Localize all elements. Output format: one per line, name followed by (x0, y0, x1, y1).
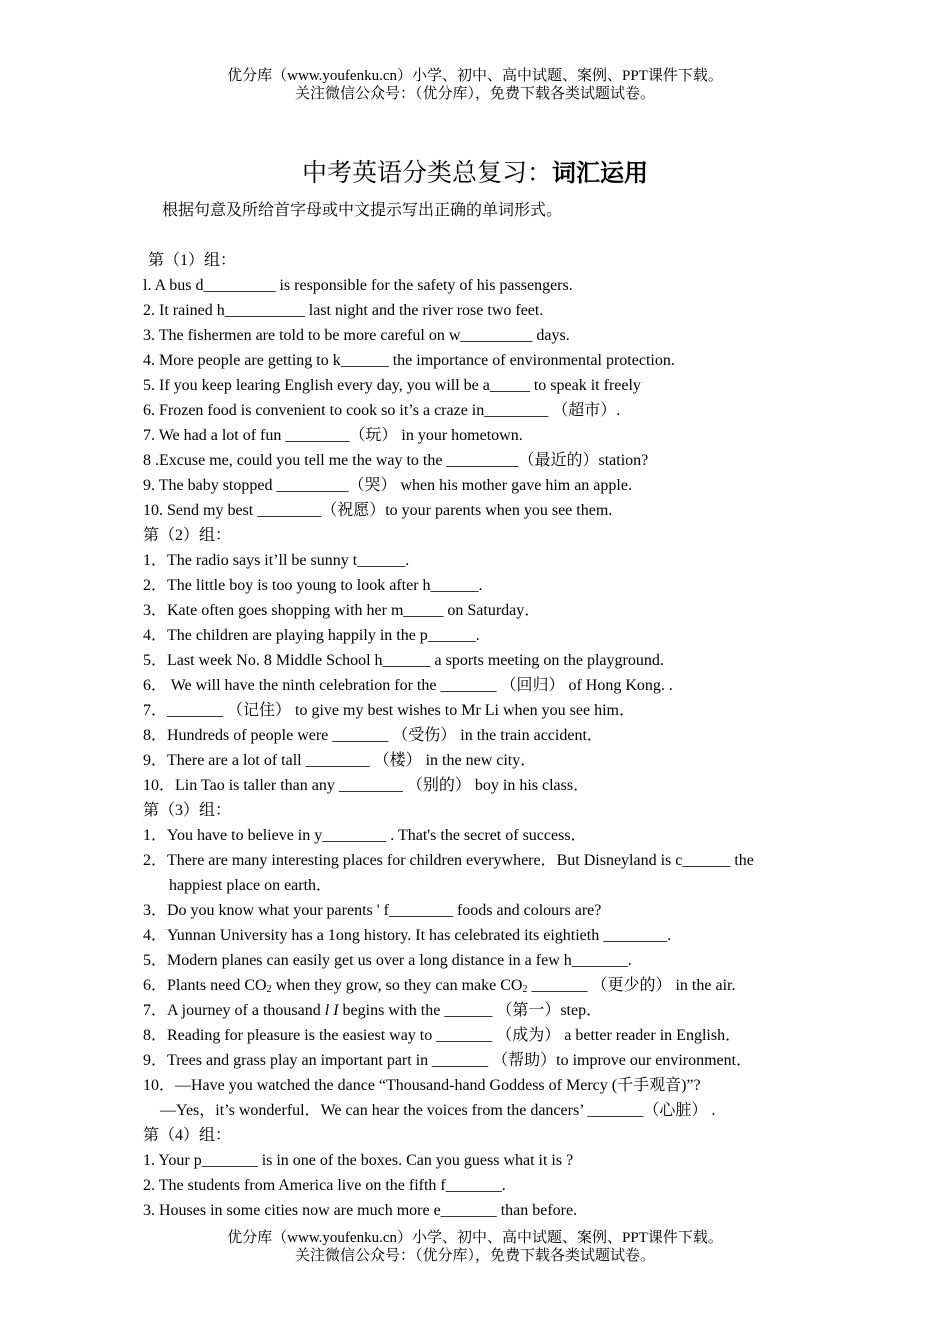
question-item: 9. The baby stopped _________（哭） when his mother gave him an apple. (143, 477, 632, 494)
question-item: 8 .Excuse me, could you tell me the way to the _________（最近的）station? (143, 452, 649, 469)
question-item: 1. Your p_______ is in one of the boxes. Can you guess what it is ? (143, 1152, 574, 1169)
question-item: 4. More people are getting to k______ the importance of environmental protection. (143, 352, 675, 369)
question-item: 4．The children are playing happily in the p______. (143, 627, 480, 644)
question-item: 6． We will have the ninth celebration for the _______ （回归） of Hong Kong. . (143, 677, 673, 694)
q7-part-b: begins with the ______ （第一）step． (338, 1002, 603, 1019)
q6-subscript-1: 2 (266, 984, 272, 995)
q6-part-a: 6．Plants need CO (143, 977, 267, 994)
question-item (143, 998, 793, 1023)
group-2-heading: 第（2）组： (143, 527, 232, 544)
q6-part-c: _______ （更少的） in the air. (527, 977, 736, 994)
footer-line-1: 优分库（www.youfenku.cn）小学、初中、高中试题、案例、PPT课件下载。 (227, 1230, 723, 1246)
question-item: 3. Houses in some cities now are much more e_______ than before. (143, 1202, 578, 1219)
question-item: 4．Yunnan University has a 1ong history. It has celebrated its eightieth ________. (143, 927, 672, 944)
instruction-text: 根据句意及所给首字母或中文提示写出正确的单词形式。 (162, 202, 563, 219)
question-item: 2. The students from America live on the fifth f_______. (143, 1177, 506, 1194)
question-item: 7. We had a lot of fun ________（玩） in your hometown. (143, 427, 523, 444)
question-continuation: happiest place on earth． (169, 877, 333, 894)
group-3-heading: 第（3）组： (143, 802, 232, 819)
question-item: 3．Do you know what your parents ' f________ foods and colours are? (143, 902, 602, 919)
question-item: l. A bus d_________ is responsible for the safety of his passengers. (143, 277, 573, 294)
question-item: 9．Trees and grass play an important part in _______ （帮助）to improve our environment． (143, 1052, 753, 1069)
question-item: 8．Reading for pleasure is the easiest way to _______ （成为） a better reader in English． (143, 1027, 742, 1044)
question-continuation: —Yes，it’s wonderful．We can hear the voices from the dancers’ _______（心脏） . (160, 1102, 716, 1119)
question-item: 7．_______ （记住） to give my best wishes to Mr Li when you see him． (143, 702, 635, 719)
question-item: 3．Kate often goes shopping with her m_____ on Saturday． (143, 602, 541, 619)
q7-italic: l I (324, 1002, 339, 1019)
question-item: 3. The fishermen are told to be more careful on w_________ days. (143, 327, 570, 344)
page-title (0, 157, 950, 190)
group-4-heading: 第（4）组： (143, 1127, 232, 1144)
q6-part-b: when they grow, so they can make CO (271, 977, 523, 994)
question-item: 1．You have to believe in y________ . That's the secret of success． (143, 827, 587, 844)
question-item: 10. Send my best ________（祝愿）to your parents when you see them. (143, 502, 613, 519)
question-item: 9．There are a lot of tall ________ （楼） in the new city． (143, 752, 537, 769)
footer-line-2: 关注微信公众号：（优分库），免费下载各类试题试卷。 (294, 1248, 655, 1264)
question-item: 10．Lin Tao is taller than any ________ （别的） boy in his class． (143, 777, 590, 794)
group-1-heading: 第（1）组： (148, 252, 237, 269)
question-item: 5．Modern planes can easily get us over a long distance in a few h_______. (143, 952, 632, 969)
q6-subscript-2: 2 (522, 984, 528, 995)
question-item: 5. If you keep learing English every day, you will be a_____ to speak it freely (143, 377, 641, 394)
title-normal: 中考英语分类总复习： (301, 160, 552, 187)
exercise-body (143, 248, 793, 1223)
question-item: 2．The little boy is too young to look after h______. (143, 577, 483, 594)
title-bold: 词汇运用 (552, 159, 648, 187)
question-item: 1．The radio says it’ll be sunny t______. (143, 552, 410, 569)
question-item (143, 973, 793, 998)
question-item: 5．Last week No. 8 Middle School h______ a sports meeting on the playground. (143, 652, 664, 669)
q7-part-a: 7．A journey of a thousand (143, 1002, 325, 1019)
page-footer (0, 1229, 950, 1265)
header-line-2: 关注微信公众号：（优分库），免费下载各类试题试卷。 (294, 86, 655, 102)
question-item: 2．There are many interesting places for children everywhere．But Disneyland is c______ the (143, 852, 754, 869)
page-header (0, 67, 950, 103)
question-item: 10．—Have you watched the dance “Thousand-hand Goddess of Mercy (千手观音)”? (143, 1077, 701, 1094)
header-line-1: 优分库（www.youfenku.cn）小学、初中、高中试题、案例、PPT课件下载。 (227, 68, 723, 84)
question-item: 6. Frozen food is convenient to cook so it’s a craze in________ （超市）. (143, 402, 621, 419)
question-item: 2. It rained h__________ last night and the river rose two feet. (143, 302, 544, 319)
question-item: 8．Hundreds of people were _______ （受伤） in the train accident． (143, 727, 603, 744)
